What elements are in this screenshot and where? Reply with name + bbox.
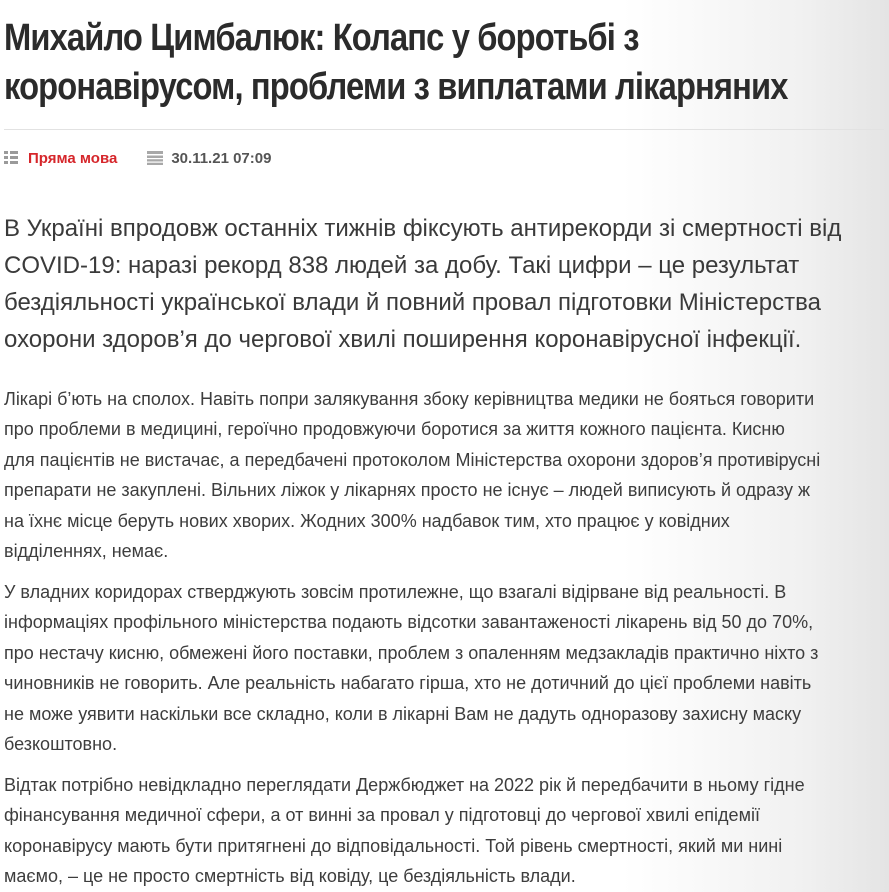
paragraph-line: У владних коридорах стверджують зовсім протилежне, що взагалі відірване від реальності. В xyxy=(4,582,787,602)
paragraph-line: препарати не закуплені. Вільних ліжок у лікарнях просто не існує – людей виписують й одразу ж xyxy=(4,480,811,501)
lead-line: В Україні впродовж останніх тижнів фіксують антирекорди зі смертності від xyxy=(4,215,842,242)
article-title xyxy=(4,14,788,112)
article-title-line: Михайло Цимбалюк: Колапс у боротьбі з xyxy=(4,17,639,59)
article-meta xyxy=(4,148,271,168)
publish-datetime: 30.11.21 07:09 xyxy=(171,149,272,167)
article-title-line: коронавірусом, проблеми з виплатами лікарняних xyxy=(4,66,788,108)
category-link[interactable]: Пряма мова xyxy=(28,149,118,167)
lead-line: бездіяльності української влади й повний провал підготовки Міністерства xyxy=(4,289,821,316)
paragraph-line: на їхнє місце беруть нових хворих. Жодних 300% надбавок тим, хто працює у ковідних xyxy=(4,510,730,531)
paragraph-line: маємо, – це не просто смертність від ковіду, це бездіяльність влади. xyxy=(4,866,576,887)
paragraph-line: чиновників не говорить. Але реальність набагато гірша, хто не дотичний до цієї проблеми навіть xyxy=(4,673,812,694)
lead-line: охорони здоров’я до чергової хвилі поширення коронавірусної інфекції. xyxy=(4,326,802,353)
body-paragraph xyxy=(4,384,884,566)
calendar-icon xyxy=(147,151,163,165)
paragraph-line: коронавірусу мають бути притягнені до відповідальності. Той рівень смертності, який ми нині xyxy=(4,835,783,856)
article-lead xyxy=(4,210,884,358)
lead-line: COVID-19: наразі рекорд 838 людей за добу. Такі цифри – це результат xyxy=(4,252,800,279)
body-paragraph xyxy=(4,770,884,892)
paragraph-line: для пацієнтів не вистачає, а передбачені протоколом Міністерства охорони здоров’я противірусні xyxy=(4,449,821,470)
paragraph-line: інформаціях профільного міністерства подають відсотки завантаженості лікарень від 50 до 70%, xyxy=(4,612,814,633)
paragraph-line: Відтак потрібно невідкладно переглядати Держбюджет на 2022 рік й передбачити в ньому гідне xyxy=(4,775,805,795)
paragraph-line: про нестачу кисню, обмежені його поставки, проблем з опаленням медзакладів практично ніхто з xyxy=(4,642,819,663)
paragraph-line: безкоштовно. xyxy=(4,734,118,755)
paragraph-line: не може уявити наскільки все складно, коли в лікарні Вам не дадуть одноразову захисну маску xyxy=(4,703,802,724)
paragraph-line: Лікарі б’ють на сполох. Навіть попри залякування збоку керівництва медики не бояться говорити xyxy=(4,389,815,409)
paragraph-line: відділеннях, немає. xyxy=(4,541,169,562)
title-divider xyxy=(4,129,884,130)
paragraph-line: про проблеми в медицині, героїчно продовжуючи боротися за життя кожного пацієнта. Кисню xyxy=(4,419,785,440)
body-paragraph xyxy=(4,577,884,759)
category-icon xyxy=(4,151,18,165)
paragraph-line: фінансування медичної сфери, а от винні за провал у підготовці до чергової хвилі епідемії xyxy=(4,805,760,826)
